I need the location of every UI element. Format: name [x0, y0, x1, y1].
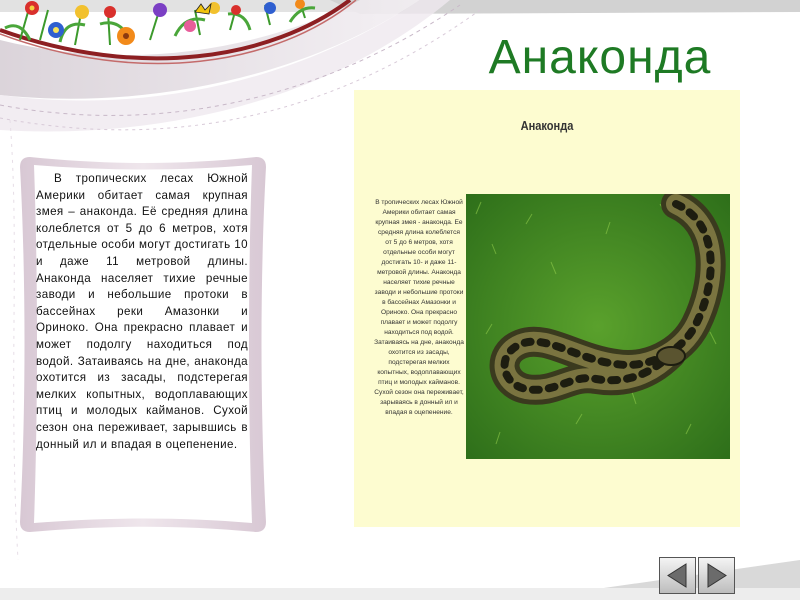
triangle-left-icon [660, 558, 695, 593]
navigation-controls [655, 553, 739, 599]
next-slide-button[interactable] [698, 557, 735, 594]
book-page-title: Анаконда [520, 118, 574, 133]
body-text: В тропических лесах Южной Америки обитает самая крупная змея – анаконда. Её средняя длина колеблется от 5 до 6 метров, хотя отдельные особи могут достигать 10 и даже 11 метровой длины. Анаконда населяет тихие речные заводи и небольшие протоки в бассейнах реки Амазонки и Ориноко. Она прекрасно плавает и может подолгу находиться под водой. Затаиваясь на дне, анаконда охотится из засады, подстерегая мелких копытных, водоплавающих птиц и молодых кайманов. Сухой сезон она переживает, зарывшись в донный ил и впадая в оцепенение. [36, 172, 248, 451]
triangle-right-icon [699, 558, 734, 593]
book-page-image [354, 90, 740, 527]
slide-title: Анаконда [488, 31, 712, 84]
anaconda-photo [466, 194, 730, 459]
previous-slide-button[interactable] [659, 557, 696, 594]
text-panel [20, 157, 266, 532]
book-page-text: В тропических лесах Южной Америки обитает самая крупная змея - анаконда. Ее средняя длина колеблется от 5 до 6 метров, хотя отдельные особи могут достигать 10- и даже 11-метровой длины. Анаконда населяет тихие речные заводи и небольшие протоки в бассейнах Амазонки и Ориноко. Она прекрасно плавает и может подолгу находиться под водой. Затаиваясь на дне, анаконда охотится из засады, подстерегая мелких копытных, водоплавающих птиц и молодых кайманов. Сухой сезон она переживает, зарываясь в донный ил и впадая в оцепенение. [374, 199, 464, 416]
